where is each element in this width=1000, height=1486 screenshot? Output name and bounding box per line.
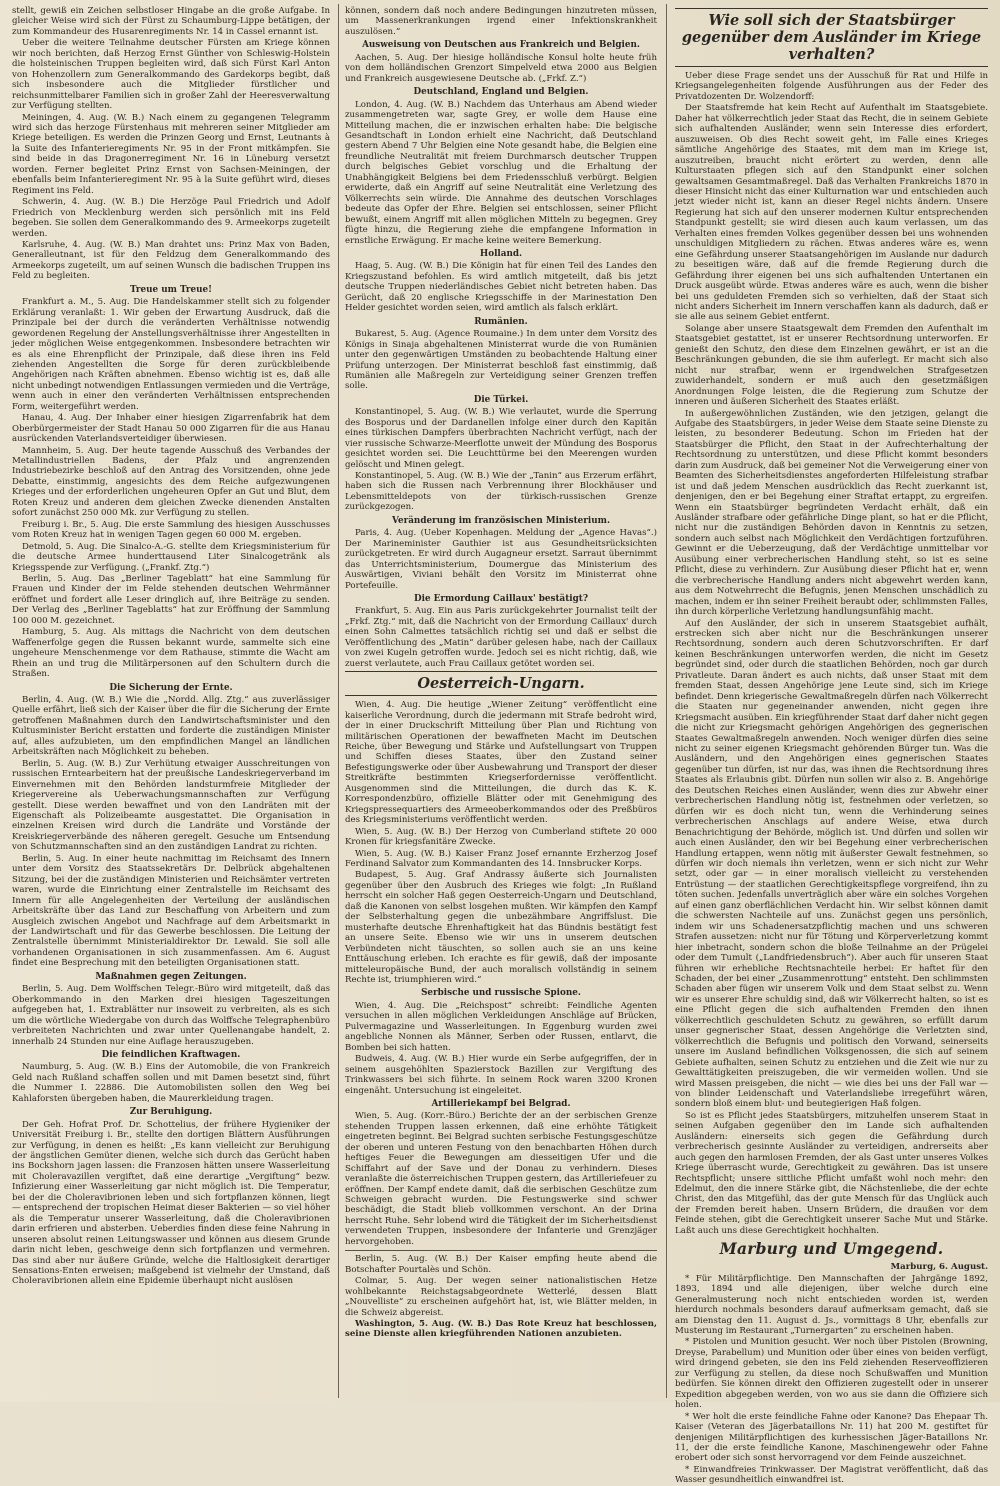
article-aachen: Aachen, 5. Aug. Der hiesige holländische Konsul holte heute früh von dem holländischen Grenzort Simpelveld etwa 2000 aus Belgien und Frankreich ausgewiesene Deutsche ab. („Frkf. Z.“)	[345, 52, 657, 84]
subheading-zur-beruhigung: Zur Beruhigung.	[129, 1107, 213, 1118]
article-meiningen: Meiningen, 4. Aug. (W. B.) Nach einem zu gegangenen Telegramm wird sich das herzoge Fürstenhaus mit mehreren seiner Mitglieder am Kriege beteiligen. Es werden die Prinzen Georg und Ernst, Leutnants à la Suite des Infanterieregiments Nr. 95 in der Front mitkämpfen. Sie sind beide in das Dragonerregiment Nr. 16 in Lüneburg versetzt worden. Ferner begleitet Prinz Ernst von Sachsen-Meiningen, der ebenfalls beim Infanterieregiment Nr. 95 à la Suite geführt wird, dieses Regiment ins Feld.	[12, 112, 330, 196]
article-berlin-ernte: Berlin, 4. Aug. (W. B.) Wie die „Nordd. Allg. Ztg.“ aus zuverlässiger Quelle erfährt, ließ sich der Kaiser über die für die Sicherung der Ernte getroffenen Maßnahmen durch den Landwirtschaftsminister und den Kultusminister Bericht erstatten und forderte die zuständigen Minister auf, alles aufzubieten, um den empfindlichen Mangel an ländlichen Arbeitskräften nach Möglichkeit zu beheben.	[12, 695, 330, 758]
article-wien-verordnung: Wien, 4. Aug. Die heutige „Wiener Zeitung“ veröffentlicht eine kaiserliche Verordnung, durch die jedermann mit Strafe bedroht wird, der in einer Druckschrift Mitteilung über Plan und Richtung von militärischen Operationen der bewaffneten Macht im Deutschen Reiche, über Bewegung und Stärke und Aufstellungsart von Truppen und Schiffen dieses Staates, über den Zustand seiner Befestigungswerke oder über Ausbewahrung und Transport der dieser Streitkräfte bestimmten Kriegserfordernisse veröffentlicht. Ausgenommen sind die Mitteilungen, die durch das K. K. Korrespondenzbüro, offizielle Blätter oder mit Genehmigung des Kriegspressequartiers des Armeeoberkommandos oder des Preßbüros des Kriegsministeriums veröffentlicht werden.	[345, 700, 657, 826]
subheading-massnahmen-zeitungen: Maßnahmen gegen Zeitungen.	[95, 971, 247, 982]
subheading-rumaenien: Rumänien.	[474, 316, 528, 327]
article-schutzvorschriften: Auf den Ausländer, der sich in unserem Staatsgebiet aufhält, erstrecken sich aber nicht nur die Beschränkungen unserer Rechtsordnung, sondern auch deren Schutzvorschriften. Er darf keinen Beschränkungen unterworfen werden, die nicht im Gesetz begründet sind, oder durch die staatlichen Behörden, noch gar durch Privatleute. Daran ändert es auch nichts, daß unser Staat mit dem fremden Staat, dessen Angehörige jene Leute sind, sich im Kriege befindet. Denn kriegerische Gewaltmaßregeln dürfen nach Völkerrecht die Staaten nur gegeneinander anwenden, nicht gegen ihre Kriegsmacht ausüben. Ein kriegführender Staat darf daher nicht gegen die nicht zur Kriegsmacht gehörigen Angehörigen des gegnerischen Staates Gewaltmaßregeln anwenden. Noch weniger dürfen dies seine nicht zu seiner eigenen Kriegsmacht gehörenden Bürger tun. Was die Ausländern, und den Angehörigen eines gegnerischen Staates gegenüber tun dürfen, ist nur das, was ihnen die Rechtsordnung ihres Staates als Erlaubnis gibt. Dürfen nun sollen wir also z. B. Angehörige des Deutschen Reiches einen Ausländer, wenn dies zur Abwehr einer verbrecherischen Handlung nötig ist, festnehmen oder verletzen, so dürfen wir es doch nicht tun, wenn die Verhinderung seines verbrecherischen Anschlags auf andere Weise, etwa durch Benachrichtigung der Behörde, möglich ist. Und dürfen und sollen wir auch einen Ausländer, den wir bei Begehung einer verbrecherischen Handlung ertappen, wenn nötig mit äußerster Gewalt festnehmen, so dürfen wir doch niemals ihn verletzen, wenn er sich nicht zur Wehr setzt, oder gar — in einer moralisch vielleicht zu verstehenden Entrüstung — der staatlichen Gerechtigkeitspflege vorgreifend, ihn zu töten suchen. Jedenfalls unverträglich aber wäre ein solches Vorgehen auf einen ganz oberflächlichen Verdacht hin. Wir selbst können damit die schwersten Nachteile auf uns. Zunächst gegen uns persönlich, indem wir uns Schadenersatzpflichtig machen und uns schweren Strafen aussetzen: nicht nur für Tötung und Körperverletzung kommt hier inbetracht, sondern schon die bloße Teilnahme an der Prügelei oder dem Tumult („Landfriedensbruch“). Aber auch für unseren Staat führen wir erhebliche Rechtsnachteile herbei: Er haftet für den Schaden, der bei einer „Zusammenrottung“ entsteht. Den schlimmsten Schaden aber fügen wir unserem Volk und dem Staat selbst zu. Wenn wir es unserer Ehre schuldig sind, daß wir Völkerrecht halten, so ist es eine Pflicht gegen die sich aufhaltenden Fremden den ihnen völkerrechtlich geschuldeten Schutz zu gewähren, so erfüllt darum unser gegnerischer Staat, dessen Angehörige die Verletzten sind, völkerrechtlich die Befugnis und politisch den Vorwand, seinerseits unsere im Ausland befindlichen Volksgenossen, die sich auf seinem Gebiete aufhalten, seinen Schutz zu entziehen und die Zeit wie nur zu Gewalttätigkeiten preiszugeben, die wir vermeiden wollen. Und sie wird Massen preisgeben, die nicht — wie dies bei uns der Fall war — von blinder Leidenschaft und Vaterlandsliebe irregeführt wären, sondern bloß einem blut- und beutegierigen Haß folgen.	[675, 618, 988, 1110]
article-freiburg: Freiburg i. Br., 5. Aug. Die erste Sammlung des hiesigen Ausschusses vom Roten Kreuz hat in wenigen Tagen gegen 60 000 M. ergeben.	[12, 519, 330, 541]
article-wien-cumberland: Wien, 5. Aug. (W. B.) Der Herzog von Cumberland stiftete 20 000 Kronen für kriegsfanitäre Zwecke.	[345, 826, 657, 848]
headline-staatsbuerger: Wie soll sich der Staatsbürger gegenüber dem Ausländer im Kriege verhalten?	[675, 8, 988, 67]
article-colmar: Colmar, 5. Aug. Der wegen seiner nationalistischen Hetze wohlbekannte Reichstagsabgeordnete Wetterlé, dessen Blatt „Nouvelliste“ zu erscheinen aufgehört hat, ist, wie Blätter melden, in die Schweiz abgereist.	[345, 1276, 657, 1318]
column-rule-left	[338, 4, 339, 1398]
article-konstantinopel-2: Konstantinopel, 5. Aug. (W. B.) Wie der „Tanin“ aus Erzerum erfährt, haben sich die Russen nach Verbrennung ihrer Blockhäuser und Lebensmitteldepots von der türkisch-russischen Grenze zurückgezogen.	[345, 471, 657, 513]
article-schlusswort: So ist es Pflicht jedes Staatsbürgers, mitzuhelfen unserem Staat in seinen Aufgaben gegenüber den im Lande sich aufhaltenden Ausländern: einerseits sich gegen die Gefährdung durch verbrecherisch gesinnte Ausländer zu verteidigen, andrerseits aber auch gegen den harmlosen Fremden, der als Gast unter unseres Volkes Kriege überrascht wurde, Gerechtigkeit zu gewähren. Das ist unsere Rechtspflicht; unsere sittliche Pflicht umfaßt wohl noch mehr: den Edelmut, den die innere Stärke gibt, die Nächstenliebe, die der echte Christ, den das Mitgefühl, das der gute Mensch für das Unglück auch der Fremden bereit haben. Unsern Brüdern, die draußen vor dem Feinde stehen, gibt die Gerechtigkeit unserer Sache Mut und Stärke. Laßt auch uns diese Gerechtigkeit hochhalten.	[675, 1110, 988, 1236]
subheading-caillaux: Die Ermordung Caillaux' bestätigt?	[414, 594, 588, 605]
section-heading-marburg: Marburg und Umgegend.	[719, 1239, 944, 1259]
article-schottelius-fortsetzung: können, sondern daß noch andere Bedingungen hinzutreten müssen, um Massenerkrankungen irgend einer Infektionskrankheit auszulösen.“	[345, 6, 657, 37]
article-detmold: Detmold, 5. Aug. Die Sinalco-A.-G. stellte dem Kriegsministerium für die deutsche Armee hunderttausend Liter Sinalcogetränk als Kriegsspende zur Verfügung. („Frankf. Ztg.“)	[12, 541, 330, 573]
subheading-spione: Serbische und russische Spione.	[421, 988, 581, 999]
article-schottelius: Der Geh. Hofrat Prof. Dr. Schottelius, der frühere Hygieniker der Universität Freiburg i. Br., stellte den dortigen Blättern Ausführungen zur Verfügung, in denen es heißt: „Es kann vielleicht zur Beruhigung der ängstlichen Gemüter dienen, welche sich durch das Gerücht haben ins Bockshorn jagen lassen: die Franzosen hätten unsere Wasserleitung mit Choleravazillen vergiftet, daß eine derartige „Vergiftung“ bezw. Infizierung einer Wasserleitung gar nicht möglich ist. Die Temperatur, bei der die Choleravibrionen leben und sich fortpflanzen können, liegt — entsprechend der tropischen Heimat dieser Bakterien — so viel höher als die Temperatur unserer Wasserleitung, daß die Choleravibrionen darin erfrieren und absterben. Ueberdies finden diese feine Nahrung in unseren absolut reinen Leitungswasser und können aus diesem Grunde darin nicht leben, geschweige denn sich fortpflanzen und vermehren. Das sind aber nur äußere Gründe, welche die Haltlosigkeit derartiger Sensations-Enten erweisen; maßgebend ist vielmehr der Umstand, daß Choleravibrionen allein eine Epidemie überhaupt nicht auslösen	[12, 1119, 330, 1287]
article-karlsruhe: Karlsruhe, 4. Aug. (W. B.) Man drahtet uns: Prinz Max von Baden, Generalleutnant, ist für den Feldzug dem Generalkommando des Armeekorps zugeteilt, um auf seinen Wunsch die badischen Truppen ins Feld zu begleiten.	[12, 239, 330, 282]
article-berlin-botschafter: Berlin, 5. Aug. (W. B.) Der Kaiser empfing heute abend die Botschafter Pourtalès und Schön.	[345, 1254, 657, 1275]
article-paris: Paris, 4. Aug. (Ueber Kopenhagen. Meldung der „Agence Havas“.) Der Marineminister Gauthier ist aus Gesundheitsrücksichten zurückgetreten. Er wird durch Augagneur ersetzt. Sarraut übernimmt das Unterrichtsministerium, Doumergue das Ministerium des Auswärtigen, Viviani behält den Vorsitz im Ministerrat ohne Portefeuille.	[345, 528, 657, 591]
article-frankfurt-handelskammer: Frankfurt a. M., 5. Aug. Die Handelskammer stellt sich zu folgender Erklärung veranlaßt: 1. Wir geben der Erwartung Ausdruck, daß die Prinzipale bei der durch die veränderten Verhältnisse notwendig gewordenen Regelung der Anstellungsverhältnisse ihrer Angestellten in jeder möglichen Weise entgegenkommen. Insbesondere betrachten wir es als eine Ehrenpflicht der Prinzipale, daß diese ihren ins Feld ziehenden Angestellten die Sorge für deren zurückbleibende Angehörigen nach Kräften abnehmen. Ebenso wichtig ist es, daß alle nicht unbedingt notwendigen Entlassungen vermieden und die Verträge, wenn auch in einer den veränderten Verhältnissen entsprechenden Form, weitergeführt werden.	[12, 297, 330, 412]
article-konstantinopel-1: Konstantinopel, 5. Aug. (W. B.) Wie verlautet, wurde die Sperrung des Bosporus und der Dardanellen infolge einer durch den Kapitän eines türkischen Dampfers überbrachten Nachricht verfügt, nach der vier russische Schwarze-Meerflotte unweit der Mündung des Bosporus gesichtet worden sei. Die Leuchttürme bei den Meerengen wurden gelöscht und Minen gelegt.	[345, 407, 657, 470]
article-bukarest: Bukarest, 5. Aug. (Agence Roumaine.) In dem unter dem Vorsitz des Königs in Sinaja abgehaltenen Ministerrat wurde die von Rumänien unter den gegenwärtigen Umständen zu beobachtende Haltung einer Prüfung unterzogen. Der Ministerrat beschloß fast einstimmig, daß Rumänien alle Maßregeln zur Verteidigung seiner Grenzen treffen solle.	[345, 329, 657, 392]
subheading-treue-um-treue: Treue um Treue!	[130, 284, 212, 295]
notice-trinkwasser: * Einwandfreies Trinkwasser. Der Magistrat veröffentlicht, daß das Wasser gesundheitlich einwandfrei ist.	[675, 1464, 988, 1486]
article-wien-belgrad: Wien, 5. Aug. (Korr.-Büro.) Berichte der an der serbischen Grenze stehenden Truppen lassen erkennen, daß eine erhöhte Tätigkeit eingetreten beginnt. Bei Belgrad suchten serbische Festungsgeschütze der oberen und unteren Festung von den benachbarten Höhen durch heftiges Feuer die Bewegungen am diesseitigen Ufer und die Schiffahrt auf der Save und der Donau zu verhindern. Dieses veranlaßte die österreichischen Truppen gestern, das Artilleriefeuer zu eröffnen. Der Kampf endete damit, daß die serbischen Geschütze zum Schweigen gebracht wurden. Die Festungswerke sind schwer beschädigt, die Stadt blieb vollkommen verschont. An der Drina herrscht Ruhe. Sehr lobend wird die Tätigkeit der im Sicherheitsdienst verwendeten Truppen, insbesondere der Infanterie und Grenzjäger hervorgehoben.	[345, 1111, 658, 1247]
subheading-franz-ministerium: Veränderung im französischen Ministerium.	[391, 515, 611, 526]
article-fuersten-teilnahme: Ueber die weitere Teilnahme deutscher Fürsten am Kriege können wir noch berichten, daß Herzog Ernst Günther von Schleswig-Holstein die holsteinischen Truppen begleiten wird, daß sich Fürst Karl Anton von Hohenzollern zum Generalkommando des Gardekorps begibt, daß sich insbesondere auch die Mitglieder fürstlicher und reichsunmittelbarer Familien sich in großer Zahl der Heeresverwaltung zur Verfügung stellten.	[12, 38, 330, 112]
article-staatsbuerger-pflicht: In außergewöhnlichen Zuständen, wie den jetzigen, gelangt die Aufgabe des Staatsbürgers, in jeder Weise dem Staate seine Dienste zu leisten, zu besonderer Bedeutung. Schon im Frieden hat der Staatsbürger die Pflicht, den Staat in der Aufrechterhaltung der Rechtsordnung zu unterstützen, und diese Pflicht kommt besonders darin zum Ausdruck, daß bei gemeiner Not die Verweigerung einer von Beamten des Sicherheitsdienstes angeforderten Hilfeleistung strafbar ist und daß jedem Menschen ausdrücklich das Recht zuerkannt ist, denjenigen, den er bei Begehung einer Straftat ertappt, zu ergreifen. Wenn ein Staatsbürger begründeten Verdacht erhält, daß ein Ausländer strafbare oder gefährliche Dinge plant, so hat er die Pflicht, nicht nur die zuständigen Behörden davon in Kenntnis zu setzen, sondern auch selbst nach Möglichkeit den Verdächtigen fortzuführen. Gewinnt er die Ueberzeugung, daß der Verdächtige unmittelbar vor Ausübung einer verbrecherischen Handlung steht, so ist es seine Pflicht, diese zu verhindern. Zur Ausübung dieser Pflicht hat er, wenn die verbrecherische Handlung anders nicht abgewehrt werden kann, aus dem Notwehrrecht die Befugnis, jenen Menschen unschädlich zu machen, indem er ihn seiner Freiheit beraubt oder, schlimmsten Falles, ihn durch körperliche Verletzung handlungsunfähig macht.	[675, 408, 988, 618]
article-berlin-erntearbeiter: Berlin, 5. Aug. (W. B.) Zur Verhütung etwaiger Ausschreitungen von russischen Erntearbeitern hat der preußische Landeskriegerverband im Einvernehmen mit den Behörden landsturmfreie Mitglieder der Kriegervereine als Ueberwachungsmannschaften zur Verfügung gestellt. Diese werden bewaffnet und von den Landräten mit der Eigenschaft als Polizeibeamte ausgestattet. Die Organisation in einzelnen Kreisen wird durch die Landräte und Vorstände der Kreiskriegerverbände des näheren geregelt. Gesuche um Entsendung von Schutzmannschaften sind an den zuständigen Landrat zu richten.	[12, 758, 330, 853]
subheading-ausweisung: Ausweisung von Deutschen aus Frankreich und Belgien.	[362, 40, 640, 51]
article-berlin-tageblatt: Berlin, 5. Aug. Das „Berliner Tageblatt“ hat eine Sammlung für Frauen und Kinder der im Felde stehenden deutschen Wehrmänner eröffnet und fordert alle Leser dringlich auf, ihre Beiträge zu senden. Der Verlag des „Berliner Tageblatts“ hat zur Eröffnung der Sammlung 100 000 M. gezeichnet.	[12, 574, 330, 626]
article-berlin-zeitungen: Berlin, 5. Aug. Dem Wolffschen Telegr.-Büro wird mitgeteilt, daß das Oberkommando in den Marken drei hiesigen Tageszeitungen aufgegeben hat, 1. Extrablätter nur insoweit zu verbreiten, als es sich um die wörtliche Wiedergabe von durch das Wolffsche Telegraphenbüro verbreiteten Nachrichten und zwar unter Quellenangabe handelt, 2. innerhalb 24 Stunden nur eine Auflage herauszugeben.	[12, 984, 330, 1047]
subheading-deutschland-england-belgien: Deutschland, England und Belgien.	[413, 87, 589, 98]
article-berlin-zentralstelle: Berlin, 5. Aug. In einer heute nachmittag im Reichsamt des Innern unter dem Vorsitz des Staatssekretärs Dr. Delbrück abgehaltenen Sitzung, bei der die zuständigen Ministerien und Reichsämter vertreten waren, wurde die Einrichtung einer Zentralstelle im Reichsamt des Innern für alle Angelegenheiten der Verteilung der ausländischen Arbeitskräfte über das Land zur Beschaffung von Arbeitern und zum Ausgleich zwischen Angebot und Nachfrage auf dem Arbeitsmarkt in der Landwirtschaft und für das Gewerbe beschlossen. Die Leitung der Zentralstelle übernimmt Ministerialdirektor Dr. Lewald. Sie soll alle vorhandenen Organisationen in sich zusammenfassen. Am 6. August findet eine Besprechung mit den beteiligten Organisationen statt.	[12, 853, 330, 969]
article-fuersten-fortsetzung: stellt, gewiß ein Zeichen selbstloser Hingabe an die große Aufgabe. In gleicher Weise wird sich der Fürst zu Schaumburg-Lippe betätigen, der zum Kommandeur des Husarenregiments Nr. 14 in Cassel ernannt ist.	[12, 6, 330, 37]
section-heading-oesterreich-ungarn: Oesterreich-Ungarn.	[345, 671, 657, 696]
subheading-holland: Holland.	[479, 248, 523, 259]
notice-fahne-kanone: * Wer holt die erste feindliche Fahne oder Kanone? Das Ehepaar Th. Kaiser (Veteran des Jägerbataillons Nr. 11) hat 200 M. gestiftet für denjenigen Militärpflichtigen des kurhessischen Jäger-Bataillons Nr. 11, der die erste feindliche Kanone, Maschinengewehr oder Fahne erobert oder sich sonst hervorragend vor dem Feinde auszeichnet.	[675, 1411, 988, 1464]
article-intro-ausschuss: Ueber diese Frage sendet uns der Ausschuß für Rat und Hilfe in Kriegsangelegenheiten folgende Ausführungen aus der Feder des Privatdozenten Dr. Wolzendorff:	[675, 71, 988, 102]
article-rechtsordnung: Solange aber unsere Staatsgewalt dem Fremden den Aufenthalt im Staatsgebiet gestattet, ist er unserer Rechtsordnung unterworfen. Er genießt den Schutz, den diese dem Einzelnen gewährt, er ist an die Beschränkungen gebunden, die sie ihm auferlegt. Er macht sich also nicht nur strafbar, wenn er irgendwelchen Strafgesetzen zuwiderhandelt, sondern er muß auch den gesetzmäßigen Anordnungen Folge leisten, die die Regierung zum Schutze der inneren und äußeren Sicherheit des Staates erläßt.	[675, 323, 988, 408]
subheading-tuerkei: Die Türkei.	[473, 394, 529, 405]
article-london: London, 4. Aug. (W. B.) Nachdem das Unterhaus am Abend wieder zusammengetreten war, sagte Grey, er wolle dem Hause eine Mitteilung machen, die er inzwischen erhalten habe: Die belgische Gesandtschaft in London erhielt eine Nachricht, daß Deutschland gestern Abend 7 Uhr Belgien eine Note gesandt habe, die Belgien eine freundliche Neutralität mit freiem Durchmarsch deutscher Truppen durch belgisches Gebiet vorschlug und die Erhaltung der Unabhängigkeit Belgiens bei dem Friedensschluß verbürgt. Belgien erwiderte, daß ein Angriff auf seine Neutralität eine Verletzung des Völkerrechts sein würde. Die Annahme des deutschen Vorschlages bedeute das Opfer der Ehre. Belgien sei entschlossen, seiner Pflicht bewußt, einem Angriff mit allen möglichen Mitteln zu begegnen. Grey fügte hinzu, die Regierung ziehe die empfangene Information in ernstliche Erwägung. Er mache keine weitere Bemerkung.	[345, 99, 657, 246]
notice-militaerpflichtige: * Für Militärpflichtige. Den Mannschaften der Jahrgänge 1892, 1893, 1894 und alle diejenigen, über welche durch eine Generalmusterung noch nicht entschieden worden ist, werden hierdurch nochmals besonders darauf aufmerksam gemacht, daß sie am Dienstag den 11. August d. Js., vormittags 8 Uhr, ebenfalls zur Musterung im Restaurant „Turnergarten“ zu erscheinen haben.	[675, 1273, 988, 1337]
notice-pistolen-munition: * Pistolen und Munition gesucht. Wer noch über Pistolen (Browning, Dreyse, Parabellum) und Munition oder über eines von beiden verfügt, wird dringend gebeten, sie den ins Feld ziehenden Reserveoffizieren zur Verfügung zu stellen, da diese noch Schußwaffen und Munition bedürfen. Sie können direkt den Offizieren zugestellt oder in unserer Expedition abgegeben werden, von wo aus sie dann die Offiziere sich holen.	[675, 1337, 988, 1411]
divider	[345, 1250, 657, 1251]
article-hamburg: Hamburg, 5. Aug. Als mittags die Nachricht von dem deutschen Waffenerfolge gegen die Russen bekannt wurde, sammelte sich eine ungeheure Menschenmenge vor dem Rathause, stimmte die Wacht am Rhein an und trug die Militärpersonen auf den Schultern durch die Straßen.	[12, 627, 330, 680]
article-schwerin: Schwerin, 4. Aug. (W. B.) Die Herzöge Paul Friedrich und Adolf Friedrich von Mecklenburg werden sich persönlich mit ins Feld begeben. Sie sollen dem Generalkommando des 9. Armeekorps zugeteilt werden.	[12, 197, 330, 239]
subheading-artilleriekampf: Artilleriekampf bei Belgrad.	[431, 1098, 571, 1109]
article-budapest: Budapest, 5. Aug. Graf Andrassy äußerte sich Journalisten gegenüber über den Ausbruch des Krieges wie folgt: „In Rußland herrscht ein solcher Haß gegen Oesterreich-Ungarn und Deutschland, daß die Kanonen von selbst losgehen mußten. Wir kämpfen den Kampf der Selbsterhaltung gegen die unbezähmbare Angriffslust. Die musterhafte deutsche Ehrenhaftigkeit hat das Bündnis bestätigt fest an unsere Seite. Ebenso wie wir uns in unserem deutschen Verbündeten nicht täuschten, so sollen auch sie an uns keine Enttäuschung erleben. Ich erachte es für gewiß, daß der imposante mitteleuropäische Bund, der auch moralisch vollständig in seinem Rechte ist, triumphieren wird.“	[345, 870, 657, 985]
column-2	[345, 6, 657, 1396]
dateline-marburg: Marburg, 6. August.	[890, 1262, 988, 1273]
column-3	[675, 6, 989, 1486]
article-naumburg: Naumburg, 5. Aug. (W. B.) Eins der Automobile, die von Frankreich Geld nach Rußland schaffen sollen und mit Damen besetzt sind, führt die Nummer I. 22886. Die Automobilisten sollen den Weg bei Kahlaforsten übergeben haben, die Maurerkleidung tragen.	[12, 1062, 330, 1104]
article-washington: Washington, 5. Aug. (W. B.) Das Rote Kreuz hat beschlossen, seine Dienste allen kriegführenden Nationen anzubieten.	[345, 1319, 657, 1340]
column-rule-right	[666, 4, 667, 1398]
column-1	[12, 6, 330, 1396]
article-wien-spione: Wien, 4. Aug. Die „Reichspost“ schreibt: Feindliche Agenten versuchen in allen möglichen Verkleidungen Anschläge auf Brücken, Pulvermagazine und Wasserleitungen. In Eggenburg wurden zwei angebliche Nonnen als Männer, Serben oder Russen, entlarvt, die Bomben bei sich hatten.	[345, 1000, 657, 1053]
article-staatsfremde: Der Staatsfremde hat kein Recht auf Aufenthalt im Staatsgebiete. Daher hat völkerrechtlich jeder Staat das Recht, die in seinem Gebiete sich aufhaltenden Ausländer, wenn sein Interesse dies erfordert, auszuweisen. Ob dies Recht soweit geht, im Falle eines Krieges sämtliche Angehörige des Staates, mit dem man im Kriege ist, auszutreiben, braucht nicht erörtert zu werden, denn alle Kulturstaaten pflegen sich auf den Standpunkt einer solchen gewaltsamen Gesamtmaßregel. Daß das Verhalten Frankreichs 1870 in dieser Hinsicht nicht das einer Kulturnation war und entschieden auch jetzt wieder nicht ist, kann an dieser Regel nichts ändern. Unsere Regierung hat sich auf den unserer modernen Kultur entsprechenden Standpunkt gestellt; sie wird diesen auch kaum verlassen, um das Verhalten eines fremden Volkes gegenüber dessen bei uns wohnenden unschuldigen Mitgliedern zu rächen. Etwas anderes wäre es, wenn eine Gefährdung unserer Staatsangehörigen im Auslande nur dadurch zu beseitigen wäre, daß auf die fremde Regierung durch die Gefährdung ihrer eigenen bei uns sich aufhaltenden Untertanen ein Druck ausgeübt würde. Etwas anderes wäre es auch, wenn die bisher bei uns geduldeten Fremden sich so verhielten, daß der Staat sich nicht anders Sicherheit im Innern verschaffen kann als dadurch, daß er sie alle aus seinem Gebiet entfernt.	[675, 103, 989, 323]
article-haag: Haag, 5. Aug. (W. B.) Die Königin hat für einen Teil des Landes den Kriegszustand befohlen. Es wird amtlich mitgeteilt, daß bis jetzt deutsche Truppen niederländisches Gebiet nicht betreten haben. Das Gerücht, daß 20 englische Kriegsschiffe in der Marinestation Den Helder gesichtet worden seien, wird amtlich als falsch erklärt.	[345, 261, 657, 314]
article-mannheim: Mannheim, 5. Aug. Der heute tagende Ausschuß des Verbandes der Metallindustriellen Badens, der Pfalz und angrenzenden Industriebezirke beschloß auf den Antrag des Vorsitzenden, ohne jede Debatte, einstimmig, angesichts des dem Reiche aufgezwungenen Krieges und der erforderlichen ungeheuren Opfer an Gut und Blut, dem Roten Kreuz und anderen dem gleichen Zwecke dienenden Anstalten sofort zunächst 250 000 Mk. zur Verfügung zu stellen.	[12, 445, 330, 519]
article-frankfurt-caillaux: Frankfurt, 5. Aug. Ein aus Paris zurückgekehrter Journalist teilt der „Frkf. Ztg.“ mit, daß die Nachricht von der Ermordung Caillaux' durch einen Sohn Calmettes tatsächlich richtig sei und daß er selbst die Veröffentlichung des „Matin“ darüber gelesen habe, nach der Caillaux von zwei Kugeln getroffen wurde. Jedoch sei es nicht richtig, daß, wie zuerst verlautete, auch Frau Caillaux getötet worden sei.	[345, 606, 657, 669]
article-hanau: Hanau, 4. Aug. Der Inhaber einer hiesigen Zigarrenfabrik hat dem Oberbürgermeister der Stadt Hanau 50 000 Zigarren für die aus Hanau ausrückenden Vaterlandsverteidiger überwiesen.	[12, 413, 330, 445]
subheading-sicherung-der-ernte: Die Sicherung der Ernte.	[109, 682, 233, 693]
article-budweis: Budweis, 4. Aug. (W. B.) Hier wurde ein Serbe aufgegriffen, der in seinem ausgehöhlten Spazierstock Bazillen zur Vergiftung des Trinkwassers bei sich führte. In seinem Rock waren 3200 Kronen eingenäht. Untersuchung ist eingeleitet.	[345, 1054, 657, 1096]
subheading-feindliche-kraftwagen: Die feindlichen Kraftwagen.	[101, 1049, 241, 1060]
article-wien-erzherzog: Wien, 5. Aug. (W. B.) Kaiser Franz Josef ernannte Erzherzog Josef Ferdinand Salvator zum Kommandanten des 14. Innsbrucker Korps.	[345, 848, 657, 869]
